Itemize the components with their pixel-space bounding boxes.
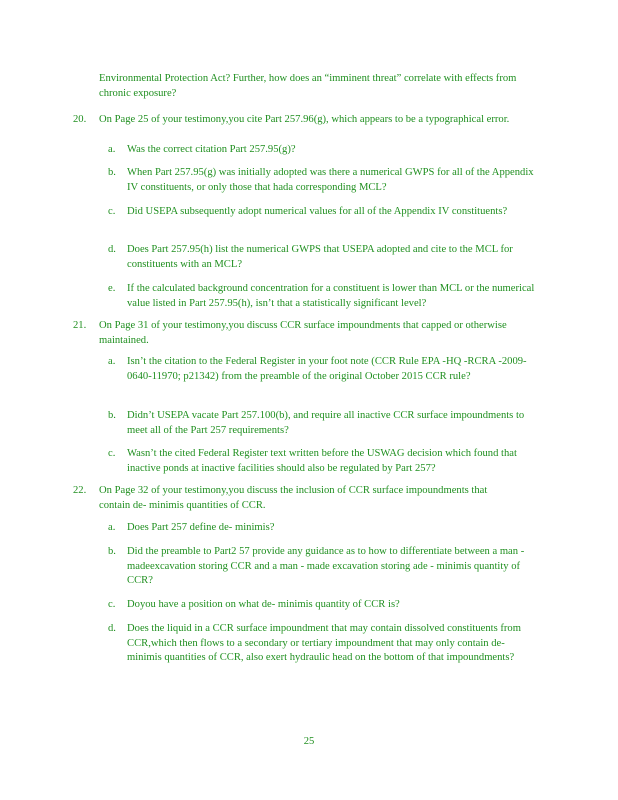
q20-sub-a-letter: a. bbox=[108, 144, 116, 155]
question-number-22: 22. bbox=[73, 485, 87, 496]
q20-sub-e-text: If the calculated background concentration for a constituent is lower than MCL or the numerical value listed in Part 257.95(h), isn’t that a statistically significant level? bbox=[127, 283, 535, 309]
q22-sub-a-letter: a. bbox=[108, 522, 116, 533]
q21-sub-c-text: Wasn’t the cited Federal Register text written before the USWAG decision which found that inactive ponds at inactive facilities should also be regulated by Part 257? bbox=[127, 448, 517, 474]
q22-sub-c-text: Doyou have a position on what de- minimis quantity of CCR is? bbox=[127, 599, 400, 610]
question-text-22: On Page 32 of your testimony,you discuss the inclusion of CCR surface impoundments that contain de- minimis quantities of CCR. bbox=[99, 485, 488, 511]
page-number: 25 bbox=[303, 736, 315, 747]
intro-continuation-paragraph: Environmental Protection Act? Further, how does an “imminent threat” correlate with effects from chronic exposure? bbox=[99, 73, 517, 99]
question-number-21: 21. bbox=[73, 320, 87, 331]
q22-sub-d-text: Does the liquid in a CCR surface impoundment that may contain dissolved constituents from CCR,which then flows to a secondary or tertiary impoundment that may only contain de- minimis quantities of CCR, also exert hydraulic head on the bottom of that impoundments? bbox=[127, 623, 521, 663]
q22-sub-b-text: Did the preamble to Part2 57 provide any guidance as to how to differentiate between a man -madeexcavation storing CCR and a man - made excavation storing ade - minimis quantity of CCR? bbox=[127, 546, 525, 586]
q21-sub-b-letter: b. bbox=[108, 410, 116, 421]
question-number-20: 20. bbox=[73, 114, 87, 125]
q21-sub-c-letter: c. bbox=[108, 448, 116, 459]
q22-sub-b-letter: b. bbox=[108, 546, 116, 557]
q20-sub-b-text: When Part 257.95(g) was initially adopted was there a numerical GWPS for all of the Appendix IV constituents, or only those that hada corresponding MCL? bbox=[127, 167, 534, 193]
q20-sub-c-letter: c. bbox=[108, 206, 116, 217]
q21-sub-a-letter: a. bbox=[108, 356, 116, 367]
q20-sub-a-text: Was the correct citation Part 257.95(g)? bbox=[127, 144, 296, 155]
q20-sub-c-text: Did USEPA subsequently adopt numerical values for all of the Appendix IV constituents? bbox=[127, 206, 508, 217]
q22-sub-d-letter: d. bbox=[108, 623, 116, 634]
question-text-21: On Page 31 of your testimony,you discuss CCR surface impoundments that capped or otherwise maintained. bbox=[99, 320, 507, 346]
q21-sub-b-text: Didn’t USEPA vacate Part 257.100(b), and require all inactive CCR surface impoundments to meet all of the Part 257 requirements? bbox=[127, 410, 525, 436]
q20-sub-b-letter: b. bbox=[108, 167, 116, 178]
q20-sub-d-letter: d. bbox=[108, 244, 116, 255]
q20-sub-e-letter: e. bbox=[108, 283, 116, 294]
q20-sub-d-text: Does Part 257.95(h) list the numerical GWPS that USEPA adopted and cite to the MCL for constituents with an MCL? bbox=[127, 244, 513, 270]
q22-sub-c-letter: c. bbox=[108, 599, 116, 610]
q21-sub-a-text: Isn’t the citation to the Federal Register in your foot note (CCR Rule EPA -HQ -RCRA -2009-0640-11970; p21342) from the preamble of the original October 2015 CCR rule? bbox=[127, 356, 527, 382]
q22-sub-a-text: Does Part 257 define de- minimis? bbox=[127, 522, 275, 533]
question-text-20: On Page 25 of your testimony,you cite Part 257.96(g), which appears to be a typographical error. bbox=[99, 114, 510, 125]
